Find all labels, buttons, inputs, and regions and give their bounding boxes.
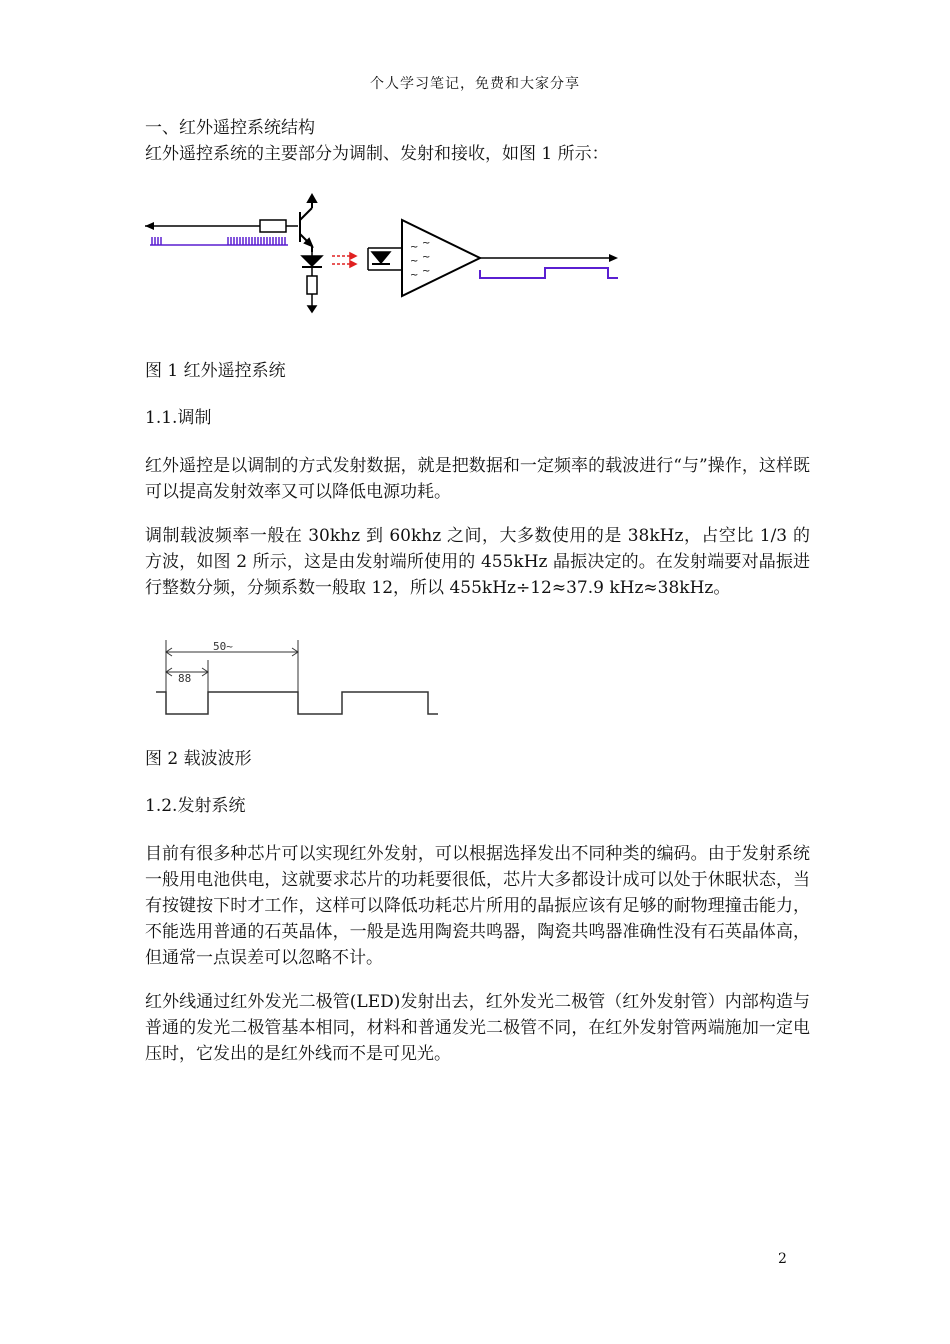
label-period: 50~ bbox=[213, 640, 233, 653]
section-1-2-para-1: 目前有很多种芯片可以实现红外发射，可以根据选择发出不同种类的编码。由于发射系统一般用电池供电，这就要求芯片的功耗要很低，芯片大多都设计成可以处于休眠状态，当有按键按下时才工作，这样可以降低功耗芯片所用的晶振应该有足够的耐物理撞击能力，不能选用普通的石英晶体，一般是选用陶瓷共鸣器，陶瓷共鸣器准确性没有石英晶体高，但通常一点误差可以忽略不计。 bbox=[145, 844, 810, 968]
svg-text:~: ~ bbox=[410, 242, 419, 253]
amplifier bbox=[402, 220, 480, 296]
section-1-1-title: 1.1.调制 bbox=[145, 408, 212, 428]
section-1-title: 一、红外遥控系统结构 bbox=[145, 118, 315, 138]
figure-2-caption: 图 2 载波波形 bbox=[145, 749, 252, 769]
input-line bbox=[145, 220, 298, 232]
page-number: 2 bbox=[778, 1251, 787, 1267]
svg-text:~: ~ bbox=[422, 238, 431, 249]
svg-text:~: ~ bbox=[410, 270, 419, 281]
section-1-2-title: 1.2.发射系统 bbox=[145, 796, 246, 816]
figure-1-caption: 图 1 红外遥控系统 bbox=[145, 361, 286, 381]
section-1-intro: 红外遥控系统的主要部分为调制、发射和接收，如图 1 所示： bbox=[145, 144, 609, 164]
carrier-square-wave bbox=[156, 692, 438, 714]
output-line bbox=[480, 254, 618, 262]
figure-1-diagram bbox=[140, 190, 640, 330]
ir-light-arrows bbox=[332, 253, 356, 267]
demodulated-signal bbox=[480, 268, 618, 278]
section-1-1-para-1: 红外遥控是以调制的方式发射数据，就是把数据和一定频率的载波进行“与”操作，这样既可以提高发射效率又可以降低电源功耗。 bbox=[145, 456, 810, 502]
transistor bbox=[300, 195, 316, 252]
svg-text:~: ~ bbox=[410, 256, 419, 267]
label-high: 88 bbox=[178, 672, 192, 685]
ir-led bbox=[302, 252, 322, 312]
figure-2-waveform bbox=[148, 630, 448, 730]
photodiode bbox=[368, 248, 402, 270]
modulated-signal bbox=[150, 237, 288, 245]
svg-text:~: ~ bbox=[422, 266, 431, 277]
page-header: 个人学习笔记，免费和大家分享 bbox=[370, 76, 580, 92]
section-1-1-para-2: 调制载波频率一般在 30khz 到 60khz 之间，大多数使用的是 38kHz，占空比 1/3 的方波，如图 2 所示，这是由发射端所使用的 455kHz 晶振决定的。在发射端要对晶振进行整数分频，分频系数一般取 12，所以 455kHz÷12≈37.9 kHz≈38kHz。 bbox=[145, 526, 810, 598]
svg-text:~: ~ bbox=[422, 252, 431, 263]
section-1-2-para-2: 红外线通过红外发光二极管(LED)发射出去，红外发光二极管（红外发射管）内部构造与普通的发光二极管基本相同，材料和普通发光二极管不同，在红外发射管两端施加一定电压时，它发出的是红外线而不是可见光。 bbox=[145, 992, 810, 1064]
